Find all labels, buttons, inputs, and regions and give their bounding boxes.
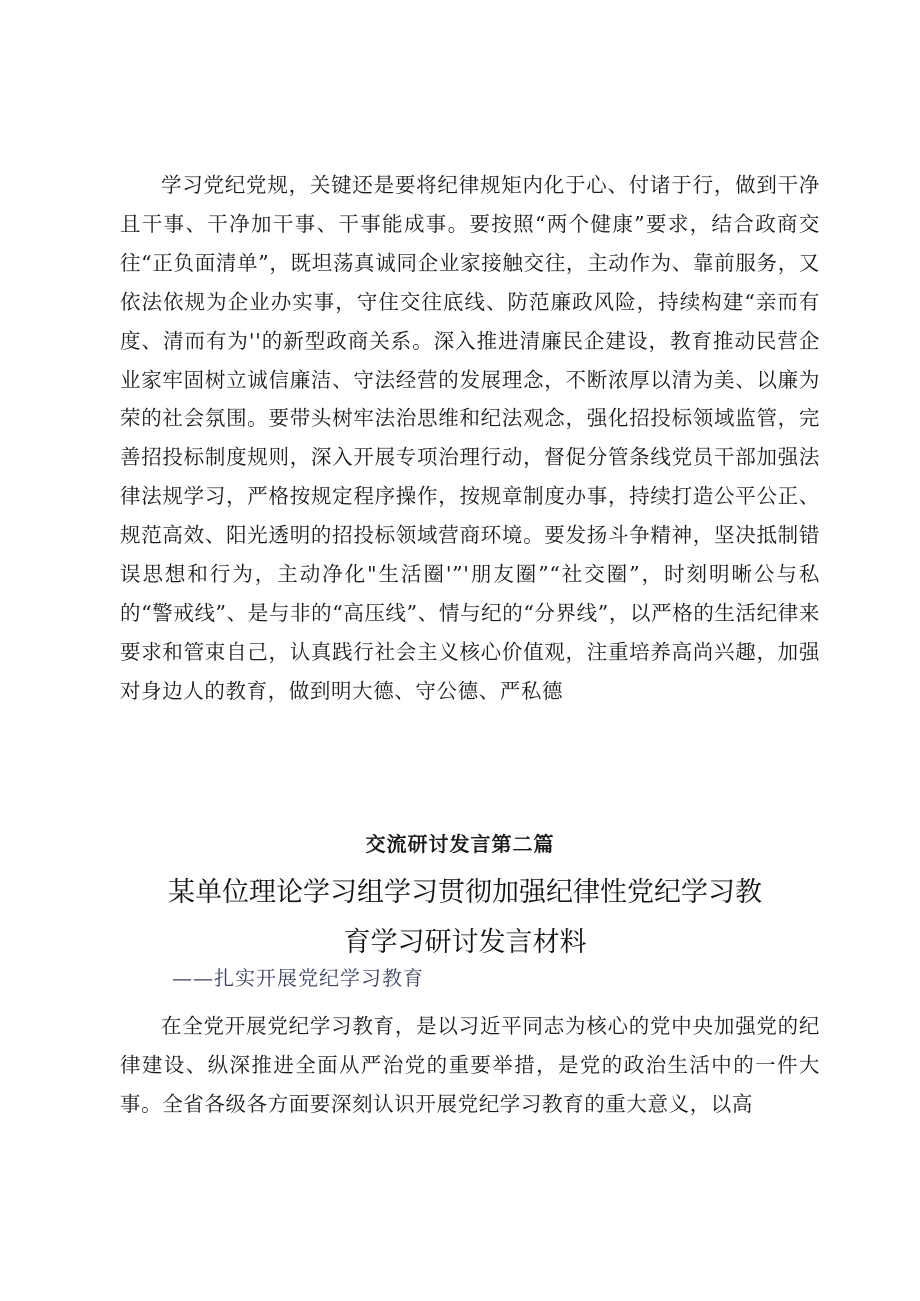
document-subtitle: ——扎实开展党纪学习教育 (172, 966, 424, 990)
document-title: 某单位理论学习组学习贯彻加强纪律性党纪学习教育学习研讨发言材料 (168, 877, 762, 958)
body-paragraph-1: 学习党纪党规，关键还是要将纪律规矩内化于心、付诸于行，做到干净且干事、干净加干事、干事能成事。要按照“两个健康”要求，结合政商交往“正负面清单”，既坦荡真诚同企业家接触交往，主动作为、靠前服务，又依法依规为企业办实事，守住交往底线、防范廉政风险，持续构建“亲而有度、清而有为''的新型政商关系。深入推进清廉民企建设，教育推动民营企业家牢固树立诚信廉洁、守法经营的发展理念，不断浓厚以清为美、以廉为荣的社会氛围。要带头树牢法治思维和纪法观念，强化招投标领域监管，完善招投标制度规则，深入开展专项治理行动，督促分管条线党员干部加强法律法规学习，严格按规定程序操作，按规章制度办事，持续打造公平公正、规范高效、阳光透明的招投标领域营商环境。要发扬斗争精神，坚决抵制错误思想和行为，主动净化"生活圈'”'朋友圈”“社交圈”，时刻明晰公与私的“警戒线”、是与非的“高压线”、情与纪的“分界线”，以严格的生活纪律来要求和管束自己，认真践行社会主义核心价值观，注重培养高尚兴趣，加强对身边人的教育，做到明大德、守公德、严私德 (120, 173, 820, 703)
section-heading: 交流研讨发言第二篇 (365, 832, 555, 856)
body-paragraph-2: 在全党开展党纪学习教育，是以习近平同志为核心的党中央加强党的纪律建设、纵深推进全面从严治党的重要举措，是党的政治生活中的一件大事。全省各级各方面要深刻认识开展党纪学习教育的重大意义，以高 (120, 1014, 820, 1116)
